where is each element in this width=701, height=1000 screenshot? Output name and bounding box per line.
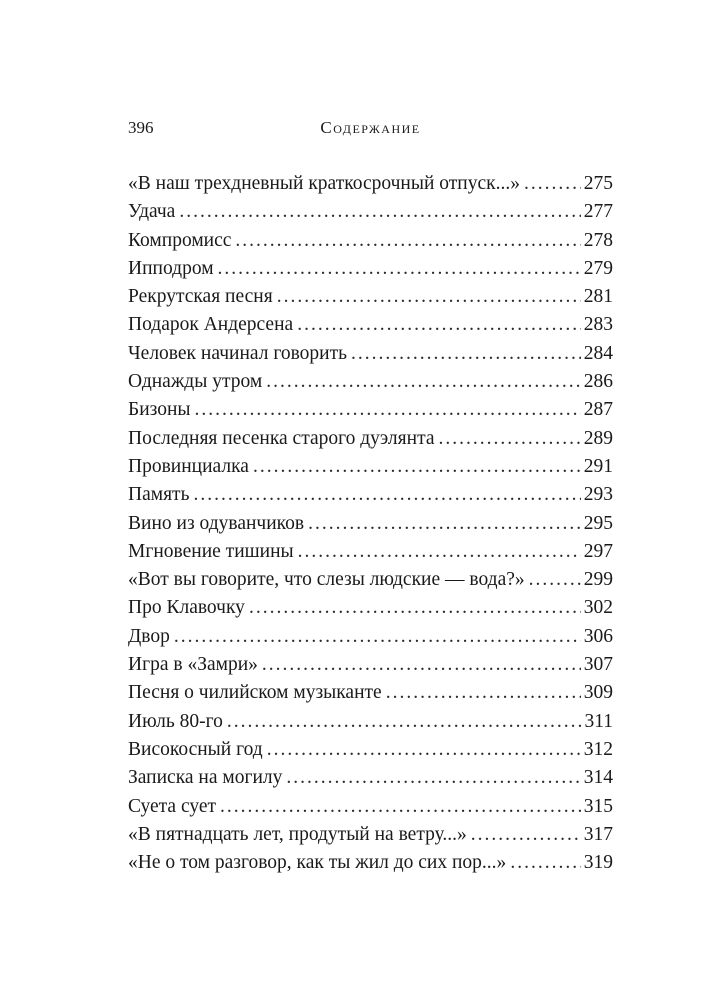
dot-leader xyxy=(179,198,580,226)
toc-entry-page-number: 302 xyxy=(583,597,613,619)
toc-entry-title: Високосный год xyxy=(128,738,263,760)
toc-entry xyxy=(128,368,613,396)
toc-entry-page-number: 307 xyxy=(583,654,613,676)
dot-leader xyxy=(439,425,581,453)
toc-entry-page-number: 281 xyxy=(583,286,613,308)
dot-leader xyxy=(286,764,580,792)
toc-entry xyxy=(128,227,613,255)
toc-entry-page-number: 291 xyxy=(583,455,613,477)
toc-entry xyxy=(128,425,613,453)
table-of-contents xyxy=(128,170,613,877)
toc-entry-title: Бизоны xyxy=(128,399,191,421)
toc-entry-title: «Не о том разговор, как ты жил до сих пор...» xyxy=(128,852,507,874)
dot-leader xyxy=(220,793,581,821)
toc-entry-title: Человек начинал говорить xyxy=(128,342,348,364)
dot-leader xyxy=(298,538,581,566)
toc-entry xyxy=(128,510,613,538)
dot-leader xyxy=(471,821,581,849)
toc-entry-page-number: 295 xyxy=(583,512,613,534)
toc-entry-title: Память xyxy=(128,484,190,506)
dot-leader xyxy=(253,453,581,481)
toc-entry xyxy=(128,594,613,622)
toc-entry-page-number: 315 xyxy=(583,795,613,817)
toc-entry xyxy=(128,340,613,368)
toc-entry-page-number: 311 xyxy=(584,710,613,732)
dot-leader xyxy=(227,708,582,736)
toc-entry-page-number: 309 xyxy=(583,682,613,704)
dot-leader xyxy=(308,510,581,538)
toc-entry-title: Провинциалка xyxy=(128,455,249,477)
toc-entry xyxy=(128,849,613,877)
toc-entry-title: Компромисс xyxy=(128,229,232,251)
dot-leader xyxy=(351,340,581,368)
dot-leader xyxy=(193,481,580,509)
toc-entry-page-number: 277 xyxy=(583,201,613,223)
toc-entry-title: Вино из одуванчиков xyxy=(128,512,305,534)
running-head xyxy=(128,118,613,142)
toc-entry xyxy=(128,198,613,226)
toc-entry-title: «В наш трехдневный краткосрочный отпуск...» xyxy=(128,173,520,194)
dot-leader xyxy=(235,227,580,255)
toc-entry-page-number: 299 xyxy=(583,569,613,591)
toc-entry xyxy=(128,170,613,198)
dot-leader xyxy=(277,283,581,311)
dot-leader xyxy=(386,679,581,707)
toc-entry-title: Ипподром xyxy=(128,257,214,279)
toc-entry-page-number: 287 xyxy=(583,399,613,421)
toc-entry-page-number: 312 xyxy=(583,738,613,760)
toc-entry-page-number: 279 xyxy=(583,257,613,279)
toc-entry xyxy=(128,679,613,707)
dot-leader xyxy=(174,623,581,651)
toc-entry-title: Удача xyxy=(128,201,176,223)
toc-entry xyxy=(128,651,613,679)
dot-leader xyxy=(195,396,581,424)
toc-entry xyxy=(128,453,613,481)
section-title: Содержание xyxy=(320,118,421,137)
toc-entry xyxy=(128,311,613,339)
toc-entry-page-number: 275 xyxy=(583,173,613,194)
toc-entry xyxy=(128,736,613,764)
toc-entry-page-number: 283 xyxy=(583,314,613,336)
toc-entry-title: Однажды утром xyxy=(128,371,263,393)
dot-leader xyxy=(524,170,581,198)
toc-entry-page-number: 289 xyxy=(583,427,613,449)
dot-leader xyxy=(267,736,581,764)
toc-entry-page-number: 284 xyxy=(583,342,613,364)
toc-entry xyxy=(128,283,613,311)
toc-entry-title: Рекрутская песня xyxy=(128,286,273,308)
toc-entry-page-number: 297 xyxy=(583,540,613,562)
toc-entry-title: Июль 80-го xyxy=(128,710,223,732)
toc-entry xyxy=(128,481,613,509)
toc-entry-title: Мгновение тишины xyxy=(128,540,294,562)
toc-entry-title: Песня о чилийском музыканте xyxy=(128,682,382,704)
toc-entry xyxy=(128,538,613,566)
dot-leader xyxy=(297,311,581,339)
toc-entry xyxy=(128,623,613,651)
toc-entry-title: Про Клавочку xyxy=(128,597,245,619)
dot-leader xyxy=(510,849,580,877)
toc-entry-title: Записка на могилу xyxy=(128,767,283,789)
toc-entry xyxy=(128,764,613,792)
toc-entry xyxy=(128,255,613,283)
toc-entry-page-number: 317 xyxy=(583,823,613,845)
toc-entry xyxy=(128,821,613,849)
toc-entry xyxy=(128,708,613,736)
toc-entry-page-number: 278 xyxy=(583,229,613,251)
page-number: 396 xyxy=(128,118,154,137)
toc-entry xyxy=(128,793,613,821)
toc-entry-title: «В пятнадцать лет, продутый на ветру...» xyxy=(128,823,467,845)
toc-entry xyxy=(128,396,613,424)
toc-entry xyxy=(128,566,613,594)
toc-entry-title: Суета сует xyxy=(128,795,217,817)
toc-entry-title: Последняя песенка старого дуэлянта xyxy=(128,427,435,449)
toc-entry-title: Подарок Андерсена xyxy=(128,314,294,336)
toc-entry-title: «Вот вы говорите, что слезы людские — вода?» xyxy=(128,569,525,591)
toc-entry-page-number: 286 xyxy=(583,371,613,393)
dot-leader xyxy=(262,651,581,679)
toc-entry-page-number: 314 xyxy=(583,767,613,789)
toc-entry-page-number: 319 xyxy=(583,852,613,874)
toc-entry-page-number: 306 xyxy=(583,625,613,647)
dot-leader xyxy=(266,368,581,396)
dot-leader xyxy=(218,255,581,283)
dot-leader xyxy=(249,594,581,622)
toc-entry-page-number: 293 xyxy=(583,484,613,506)
toc-entry-title: Игра в «Замри» xyxy=(128,654,258,676)
dot-leader xyxy=(529,566,581,594)
toc-entry-title: Двор xyxy=(128,625,170,647)
